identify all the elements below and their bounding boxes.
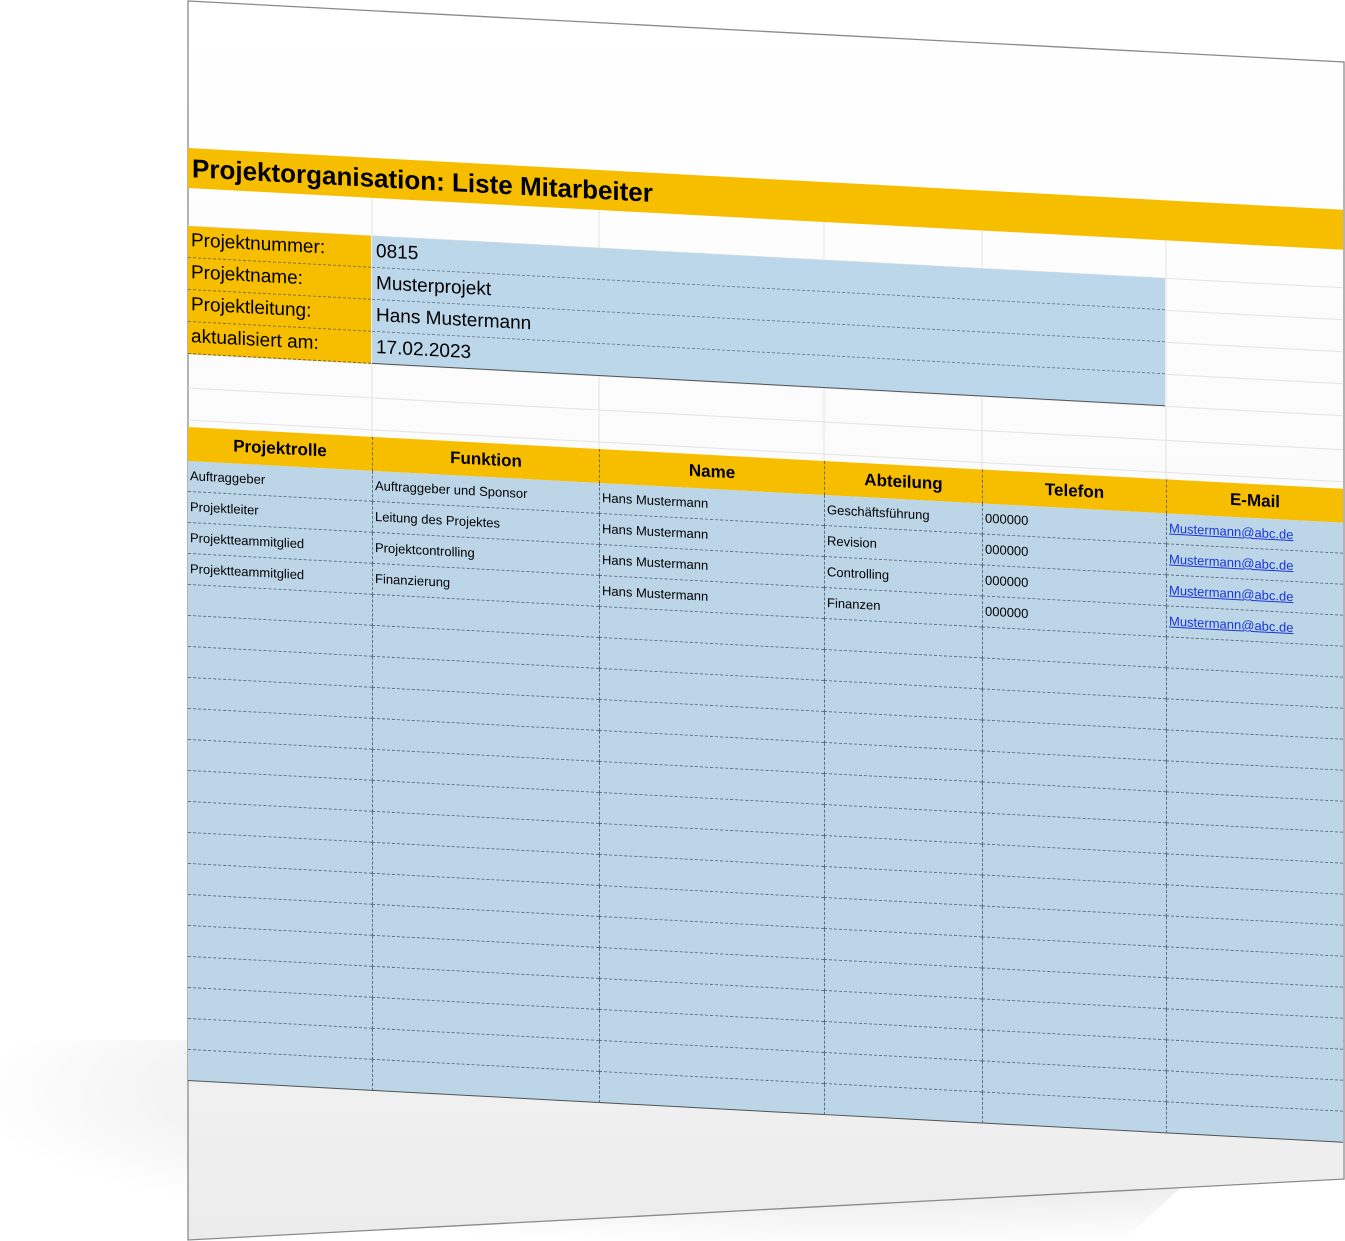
cell-text: Leitung des Projektes	[375, 509, 501, 531]
cell-text: Projektteammitglied	[190, 530, 305, 552]
cell-text: Finanzen	[827, 595, 881, 614]
info-label-projektleitung: Projektleitung:	[188, 290, 371, 332]
cell-text: Auftraggeber	[190, 468, 266, 488]
cell-text: Geschäftsführung	[827, 502, 930, 523]
header-funktion: Funktion	[372, 437, 599, 483]
cell-text: Projektcontrolling	[375, 540, 475, 561]
cell-text: Hans Mustermann	[602, 583, 709, 604]
cell-text: Projektleiter	[190, 499, 259, 518]
cell-text: Hans Mustermann	[602, 521, 709, 542]
cell-text: Projektteammitglied	[190, 561, 305, 583]
info-value-aktualisiert[interactable]: 17.02.2023	[372, 332, 1165, 406]
header-telefon: Telefon	[982, 469, 1166, 513]
info-label-projektname: Projektname:	[188, 258, 371, 300]
cell-text: Hans Mustermann	[602, 552, 709, 573]
email-link[interactable]: Mustermann@abc.de	[1169, 551, 1294, 574]
cell-text: 000000	[985, 541, 1029, 559]
header-abteilung: Abteilung	[824, 461, 982, 503]
cell-text: Hans Mustermann	[602, 490, 709, 511]
email-link[interactable]: Mustermann@abc.de	[1169, 613, 1294, 636]
cell-text: Controlling	[827, 564, 890, 583]
info-label-aktualisiert: aktualisiert am:	[188, 322, 371, 364]
header-projektrolle: Projektrolle	[188, 427, 372, 471]
cell-text: Auftraggeber und Sponsor	[375, 478, 528, 502]
info-value-projektnummer[interactable]: 0815	[372, 236, 1165, 310]
cell-text: Revision	[827, 533, 877, 551]
info-value-projektleitung[interactable]: Hans Mustermann	[372, 300, 1165, 374]
page-title: Projektorganisation: Liste Mitarbeiter	[192, 153, 653, 208]
info-label-projektnummer: Projektnummer:	[188, 226, 371, 268]
header-email: E-Mail	[1166, 479, 1343, 522]
cell-text: Finanzierung	[375, 571, 451, 591]
email-link[interactable]: Mustermann@abc.de	[1169, 520, 1294, 543]
email-link[interactable]: Mustermann@abc.de	[1169, 582, 1294, 605]
header-name: Name	[599, 449, 824, 495]
cell-text: 000000	[985, 603, 1029, 621]
spreadsheet-page	[188, 120, 1343, 1157]
cell-text: 000000	[985, 510, 1029, 528]
cell-text: 000000	[985, 572, 1029, 590]
info-value-projektname[interactable]: Musterprojekt	[372, 268, 1165, 342]
